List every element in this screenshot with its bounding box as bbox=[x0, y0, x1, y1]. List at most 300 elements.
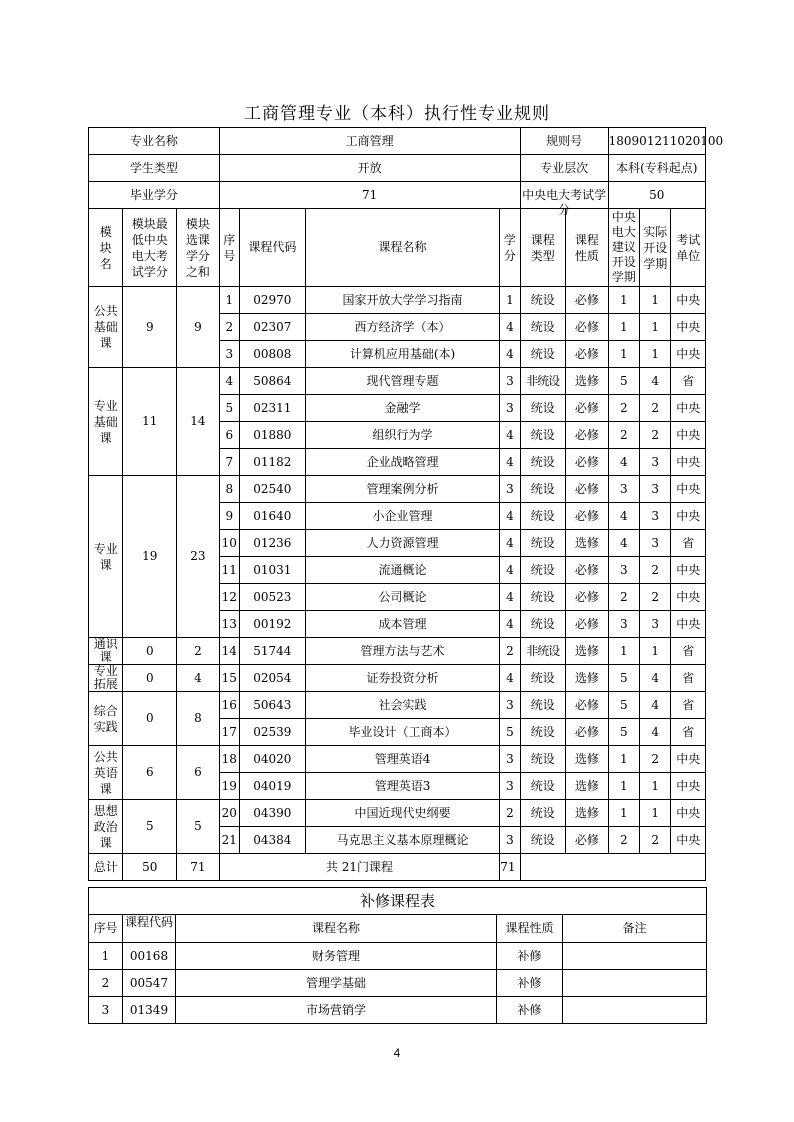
supplement-title-row bbox=[89, 888, 707, 915]
course-actual-term: 1 bbox=[640, 773, 671, 800]
supp-code: 00547 bbox=[123, 970, 176, 997]
course-suggest-term: 5 bbox=[608, 692, 639, 719]
course-name: 管理英语3 bbox=[305, 773, 499, 800]
course-seq: 18 bbox=[219, 746, 239, 773]
header-seq-text: 序号 bbox=[223, 232, 236, 263]
course-actual-term: 2 bbox=[640, 827, 671, 854]
course-actual-term: 1 bbox=[640, 800, 671, 827]
course-actual-term: 4 bbox=[640, 692, 671, 719]
module-name-text: 公共基础课 bbox=[93, 304, 118, 350]
course-actual-term: 3 bbox=[640, 611, 671, 638]
course-seq: 16 bbox=[219, 692, 239, 719]
module-name-text: 公共英语课 bbox=[93, 749, 118, 796]
course-name: 国家开放大学学习指南 bbox=[305, 287, 499, 314]
course-suggest-term: 1 bbox=[608, 341, 639, 368]
course-type: 统设 bbox=[520, 665, 566, 692]
course-credit: 4 bbox=[500, 503, 520, 530]
course-credit: 4 bbox=[500, 665, 520, 692]
course-credit: 3 bbox=[500, 368, 520, 395]
course-code: 51744 bbox=[239, 638, 305, 665]
course-actual-term: 2 bbox=[640, 422, 671, 449]
course-credit: 3 bbox=[500, 827, 520, 854]
course-nature: 必修 bbox=[566, 584, 609, 611]
course-seq: 21 bbox=[219, 827, 239, 854]
central-exam-label-text: 中央电大考试学分 bbox=[522, 187, 607, 217]
total-sum: 71 bbox=[177, 854, 220, 881]
course-type: 统设 bbox=[520, 746, 566, 773]
course-name: 管理方法与艺术 bbox=[305, 638, 499, 665]
course-exam-unit: 中央 bbox=[671, 746, 706, 773]
module-name-text: 通识课 bbox=[93, 637, 118, 664]
module-min-credits: 19 bbox=[123, 476, 177, 638]
module-min-credits: 9 bbox=[123, 287, 177, 368]
course-code: 02970 bbox=[239, 287, 305, 314]
supp-note bbox=[563, 970, 707, 997]
course-type: 统设 bbox=[520, 449, 566, 476]
course-suggest-term: 5 bbox=[608, 665, 639, 692]
course-code: 02054 bbox=[239, 665, 305, 692]
course-actual-term: 2 bbox=[640, 395, 671, 422]
course-suggest-term: 1 bbox=[608, 800, 639, 827]
supp-header-code-text: 课程代码 bbox=[124, 915, 173, 929]
course-type: 统设 bbox=[520, 611, 566, 638]
course-exam-unit: 省 bbox=[671, 638, 706, 665]
header-credit-text: 学分 bbox=[503, 232, 516, 263]
course-credit: 1 bbox=[500, 287, 520, 314]
total-empty bbox=[520, 854, 705, 881]
course-seq: 3 bbox=[219, 341, 239, 368]
module-sum-credits: 14 bbox=[177, 368, 220, 476]
course-code: 02307 bbox=[239, 314, 305, 341]
course-exam-unit: 中央 bbox=[671, 827, 706, 854]
module-name bbox=[89, 287, 123, 368]
course-name: 成本管理 bbox=[305, 611, 499, 638]
course-actual-term: 1 bbox=[640, 341, 671, 368]
course-code: 04020 bbox=[239, 746, 305, 773]
course-nature: 必修 bbox=[566, 557, 609, 584]
total-credits: 71 bbox=[500, 854, 520, 881]
major-name-value: 工商管理 bbox=[219, 128, 520, 155]
supp-code: 01349 bbox=[123, 997, 176, 1024]
module-name bbox=[89, 476, 123, 638]
course-type: 统设 bbox=[520, 827, 566, 854]
total-min: 50 bbox=[123, 854, 177, 881]
course-nature: 必修 bbox=[566, 692, 609, 719]
course-code: 02539 bbox=[239, 719, 305, 746]
course-suggest-term: 4 bbox=[608, 530, 639, 557]
header-actual-text: 实际开设学期 bbox=[643, 224, 668, 271]
header-actual bbox=[640, 209, 671, 287]
course-code: 00192 bbox=[239, 611, 305, 638]
course-actual-term: 2 bbox=[640, 746, 671, 773]
course-code: 50864 bbox=[239, 368, 305, 395]
header-nature-text: 课程性质 bbox=[574, 232, 599, 263]
page-title: 工商管理专业（本科）执行性专业规则 bbox=[244, 104, 550, 124]
course-seq: 14 bbox=[219, 638, 239, 665]
course-credit: 4 bbox=[500, 611, 520, 638]
course-seq: 15 bbox=[219, 665, 239, 692]
course-exam-unit: 中央 bbox=[671, 422, 706, 449]
course-name: 小企业管理 bbox=[305, 503, 499, 530]
course-exam-unit: 省 bbox=[671, 692, 706, 719]
student-type-value: 开放 bbox=[219, 155, 520, 182]
course-suggest-term: 5 bbox=[608, 719, 639, 746]
module-sum-credits: 5 bbox=[177, 800, 220, 854]
supp-name: 市场营销学 bbox=[176, 997, 497, 1024]
course-exam-unit: 中央 bbox=[671, 476, 706, 503]
course-row bbox=[89, 665, 706, 692]
course-suggest-term: 2 bbox=[608, 584, 639, 611]
header-sum-credits bbox=[177, 209, 220, 287]
course-type: 统设 bbox=[520, 530, 566, 557]
course-seq: 17 bbox=[219, 719, 239, 746]
course-seq: 1 bbox=[219, 287, 239, 314]
supp-header-note: 备注 bbox=[563, 915, 707, 943]
course-suggest-term: 3 bbox=[608, 557, 639, 584]
module-sum-credits: 23 bbox=[177, 476, 220, 638]
course-nature: 必修 bbox=[566, 503, 609, 530]
course-row bbox=[89, 692, 706, 719]
header-suggest-text: 中央电大建议开设学期 bbox=[611, 210, 636, 284]
supplement-row bbox=[89, 943, 707, 970]
course-code: 04384 bbox=[239, 827, 305, 854]
course-suggest-term: 1 bbox=[608, 746, 639, 773]
course-seq: 19 bbox=[219, 773, 239, 800]
central-exam-value: 50 bbox=[608, 182, 705, 209]
course-nature: 必修 bbox=[566, 719, 609, 746]
course-exam-unit: 省 bbox=[671, 665, 706, 692]
supp-seq: 1 bbox=[89, 943, 123, 970]
module-sum-credits: 6 bbox=[177, 746, 220, 800]
course-credit: 4 bbox=[500, 449, 520, 476]
course-actual-term: 4 bbox=[640, 719, 671, 746]
supplement-title: 补修课程表 bbox=[89, 888, 707, 915]
course-exam-unit: 省 bbox=[671, 368, 706, 395]
course-row bbox=[89, 638, 706, 665]
course-exam-unit: 中央 bbox=[671, 800, 706, 827]
course-actual-term: 1 bbox=[640, 287, 671, 314]
course-exam-unit: 中央 bbox=[671, 314, 706, 341]
course-suggest-term: 4 bbox=[608, 449, 639, 476]
course-credit: 3 bbox=[500, 476, 520, 503]
course-row bbox=[89, 287, 706, 314]
course-name: 毕业设计（工商本） bbox=[305, 719, 499, 746]
module-sum-credits: 9 bbox=[177, 287, 220, 368]
course-seq: 7 bbox=[219, 449, 239, 476]
module-min-credits: 11 bbox=[123, 368, 177, 476]
course-name: 公司概论 bbox=[305, 584, 499, 611]
course-actual-term: 3 bbox=[640, 530, 671, 557]
course-actual-term: 4 bbox=[640, 368, 671, 395]
course-suggest-term: 4 bbox=[608, 503, 639, 530]
module-min-credits: 0 bbox=[123, 638, 177, 665]
supp-header-name: 课程名称 bbox=[176, 915, 497, 943]
module-name bbox=[89, 368, 123, 476]
module-name bbox=[89, 746, 123, 800]
grad-credits-value: 71 bbox=[219, 182, 520, 209]
course-exam-unit: 中央 bbox=[671, 395, 706, 422]
header-unit bbox=[671, 209, 706, 287]
course-seq: 12 bbox=[219, 584, 239, 611]
course-nature: 选修 bbox=[566, 368, 609, 395]
course-suggest-term: 2 bbox=[608, 395, 639, 422]
module-name bbox=[89, 800, 123, 854]
course-name: 流通概论 bbox=[305, 557, 499, 584]
info-row-credits bbox=[89, 182, 706, 209]
header-sum-credits-text: 模块选课学分之和 bbox=[185, 216, 210, 279]
course-seq: 20 bbox=[219, 800, 239, 827]
course-credit: 4 bbox=[500, 422, 520, 449]
course-name: 证券投资分析 bbox=[305, 665, 499, 692]
course-seq: 5 bbox=[219, 395, 239, 422]
header-unit-text: 考试单位 bbox=[676, 232, 701, 263]
course-type: 统设 bbox=[520, 287, 566, 314]
course-type: 统设 bbox=[520, 719, 566, 746]
module-name-text: 专业拓展 bbox=[93, 664, 118, 691]
course-code: 01236 bbox=[239, 530, 305, 557]
header-module-text: 模块名 bbox=[99, 224, 112, 271]
header-credit bbox=[500, 209, 520, 287]
course-nature: 必修 bbox=[566, 395, 609, 422]
course-suggest-term: 1 bbox=[608, 773, 639, 800]
supp-code: 00168 bbox=[123, 943, 176, 970]
supp-note bbox=[563, 943, 707, 970]
supplement-row bbox=[89, 997, 707, 1024]
module-name-text: 专业课 bbox=[93, 541, 118, 572]
supp-nature: 补修 bbox=[497, 943, 563, 970]
course-credit: 2 bbox=[500, 800, 520, 827]
column-header-row bbox=[89, 209, 706, 287]
module-min-credits: 5 bbox=[123, 800, 177, 854]
course-nature: 选修 bbox=[566, 530, 609, 557]
course-actual-term: 3 bbox=[640, 476, 671, 503]
course-credit: 3 bbox=[500, 746, 520, 773]
course-exam-unit: 中央 bbox=[671, 341, 706, 368]
course-name: 管理英语4 bbox=[305, 746, 499, 773]
course-name: 企业战略管理 bbox=[305, 449, 499, 476]
course-seq: 11 bbox=[219, 557, 239, 584]
header-nature bbox=[566, 209, 609, 287]
supp-header-nature: 课程性质 bbox=[497, 915, 563, 943]
module-name bbox=[89, 692, 123, 746]
module-sum-credits: 2 bbox=[177, 638, 220, 665]
module-name bbox=[89, 665, 123, 692]
course-seq: 9 bbox=[219, 503, 239, 530]
course-credit: 4 bbox=[500, 314, 520, 341]
course-name: 现代管理专题 bbox=[305, 368, 499, 395]
course-nature: 必修 bbox=[566, 287, 609, 314]
course-name: 管理案例分析 bbox=[305, 476, 499, 503]
level-value: 本科(专科起点) bbox=[608, 155, 705, 182]
course-row bbox=[89, 800, 706, 827]
course-nature: 必修 bbox=[566, 827, 609, 854]
course-name: 马克思主义基本原理概论 bbox=[305, 827, 499, 854]
course-nature: 必修 bbox=[566, 449, 609, 476]
course-code: 01182 bbox=[239, 449, 305, 476]
course-type: 统设 bbox=[520, 422, 566, 449]
course-code: 04390 bbox=[239, 800, 305, 827]
course-nature: 必修 bbox=[566, 422, 609, 449]
course-credit: 4 bbox=[500, 584, 520, 611]
course-exam-unit: 中央 bbox=[671, 584, 706, 611]
total-courses: 共 21门课程 bbox=[219, 854, 500, 881]
course-nature: 必修 bbox=[566, 476, 609, 503]
course-suggest-term: 2 bbox=[608, 827, 639, 854]
header-min-central bbox=[123, 209, 177, 287]
course-code: 01880 bbox=[239, 422, 305, 449]
course-credit: 5 bbox=[500, 719, 520, 746]
course-name: 中国近现代史纲要 bbox=[305, 800, 499, 827]
header-suggest bbox=[608, 209, 639, 287]
supp-name: 管理学基础 bbox=[176, 970, 497, 997]
grad-credits-label: 毕业学分 bbox=[89, 182, 220, 209]
course-exam-unit: 中央 bbox=[671, 449, 706, 476]
supp-header-seq: 序号 bbox=[89, 915, 123, 943]
module-min-credits: 0 bbox=[123, 692, 177, 746]
course-name: 金融学 bbox=[305, 395, 499, 422]
course-exam-unit: 省 bbox=[671, 719, 706, 746]
supplement-table bbox=[88, 887, 707, 1024]
course-type: 统设 bbox=[520, 557, 566, 584]
header-seq bbox=[219, 209, 239, 287]
total-row bbox=[89, 854, 706, 881]
course-code: 50643 bbox=[239, 692, 305, 719]
course-type: 统设 bbox=[520, 341, 566, 368]
course-credit: 4 bbox=[500, 557, 520, 584]
program-rules-table bbox=[88, 127, 724, 881]
student-type-label: 学生类型 bbox=[89, 155, 220, 182]
supp-nature: 补修 bbox=[497, 970, 563, 997]
course-code: 01031 bbox=[239, 557, 305, 584]
rule-no-label: 规则号 bbox=[520, 128, 608, 155]
central-exam-label bbox=[520, 182, 608, 217]
supp-note bbox=[563, 997, 707, 1024]
course-nature: 必修 bbox=[566, 611, 609, 638]
course-name: 组织行为学 bbox=[305, 422, 499, 449]
course-name: 西方经济学（本） bbox=[305, 314, 499, 341]
course-type: 统设 bbox=[520, 503, 566, 530]
course-row bbox=[89, 368, 706, 395]
module-name-text: 思想政治课 bbox=[93, 803, 118, 850]
module-sum-credits: 8 bbox=[177, 692, 220, 746]
course-type: 统设 bbox=[520, 773, 566, 800]
course-actual-term: 3 bbox=[640, 449, 671, 476]
module-min-credits: 6 bbox=[123, 746, 177, 800]
course-actual-term: 4 bbox=[640, 665, 671, 692]
header-ctype bbox=[520, 209, 566, 287]
course-seq: 4 bbox=[219, 368, 239, 395]
course-credit: 2 bbox=[500, 638, 520, 665]
course-actual-term: 3 bbox=[640, 503, 671, 530]
course-type: 统设 bbox=[520, 692, 566, 719]
course-row bbox=[89, 476, 706, 503]
course-suggest-term: 1 bbox=[608, 638, 639, 665]
course-type: 统设 bbox=[520, 584, 566, 611]
major-name-label: 专业名称 bbox=[89, 128, 220, 155]
course-actual-term: 2 bbox=[640, 557, 671, 584]
course-code: 00808 bbox=[239, 341, 305, 368]
course-seq: 6 bbox=[219, 422, 239, 449]
course-code: 01640 bbox=[239, 503, 305, 530]
course-suggest-term: 3 bbox=[608, 476, 639, 503]
header-name: 课程名称 bbox=[305, 209, 499, 287]
course-nature: 选修 bbox=[566, 746, 609, 773]
course-actual-term: 1 bbox=[640, 638, 671, 665]
level-label: 专业层次 bbox=[520, 155, 608, 182]
info-row-major bbox=[89, 128, 706, 155]
header-min-central-text: 模块最低中央电大考试学分 bbox=[131, 216, 168, 279]
course-nature: 选修 bbox=[566, 800, 609, 827]
module-sum-credits: 4 bbox=[177, 665, 220, 692]
course-nature: 必修 bbox=[566, 341, 609, 368]
course-credit: 3 bbox=[500, 773, 520, 800]
course-name: 人力资源管理 bbox=[305, 530, 499, 557]
course-type: 统设 bbox=[520, 476, 566, 503]
course-row bbox=[89, 746, 706, 773]
header-code: 课程代码 bbox=[239, 209, 305, 287]
course-type: 统设 bbox=[520, 800, 566, 827]
course-credit: 4 bbox=[500, 530, 520, 557]
info-row-student bbox=[89, 155, 706, 182]
course-actual-term: 2 bbox=[640, 584, 671, 611]
course-nature: 选修 bbox=[566, 638, 609, 665]
course-type: 统设 bbox=[520, 395, 566, 422]
course-code: 04019 bbox=[239, 773, 305, 800]
course-exam-unit: 中央 bbox=[671, 773, 706, 800]
course-code: 02540 bbox=[239, 476, 305, 503]
course-exam-unit: 中央 bbox=[671, 557, 706, 584]
course-code: 02311 bbox=[239, 395, 305, 422]
course-suggest-term: 2 bbox=[608, 422, 639, 449]
course-credit: 3 bbox=[500, 395, 520, 422]
course-exam-unit: 中央 bbox=[671, 287, 706, 314]
supp-seq: 3 bbox=[89, 997, 123, 1024]
header-module bbox=[89, 209, 123, 287]
course-suggest-term: 1 bbox=[608, 314, 639, 341]
supplement-row bbox=[89, 970, 707, 997]
course-suggest-term: 3 bbox=[608, 611, 639, 638]
supp-seq: 2 bbox=[89, 970, 123, 997]
course-code: 00523 bbox=[239, 584, 305, 611]
course-seq: 10 bbox=[219, 530, 239, 557]
module-name bbox=[89, 638, 123, 665]
course-nature: 选修 bbox=[566, 773, 609, 800]
supp-header-code bbox=[123, 915, 176, 943]
course-suggest-term: 5 bbox=[608, 368, 639, 395]
course-actual-term: 1 bbox=[640, 314, 671, 341]
course-exam-unit: 中央 bbox=[671, 503, 706, 530]
course-name: 社会实践 bbox=[305, 692, 499, 719]
module-name-text: 专业基础课 bbox=[93, 398, 118, 445]
page-number: 4 bbox=[393, 1046, 401, 1060]
course-type: 非统设 bbox=[520, 368, 566, 395]
module-name-text: 综合实践 bbox=[93, 703, 118, 734]
course-nature: 选修 bbox=[566, 665, 609, 692]
course-type: 统设 bbox=[520, 314, 566, 341]
header-ctype-text: 课程类型 bbox=[530, 232, 555, 263]
course-suggest-term: 1 bbox=[608, 287, 639, 314]
course-credit: 3 bbox=[500, 692, 520, 719]
supplement-header-row bbox=[89, 915, 707, 943]
course-seq: 13 bbox=[219, 611, 239, 638]
course-name: 计算机应用基础(本) bbox=[305, 341, 499, 368]
rule-no-value: 180901211020100 bbox=[608, 128, 705, 155]
supp-name: 财务管理 bbox=[176, 943, 497, 970]
course-type: 非统设 bbox=[520, 638, 566, 665]
course-exam-unit: 省 bbox=[671, 530, 706, 557]
supp-nature: 补修 bbox=[497, 997, 563, 1024]
module-min-credits: 0 bbox=[123, 665, 177, 692]
